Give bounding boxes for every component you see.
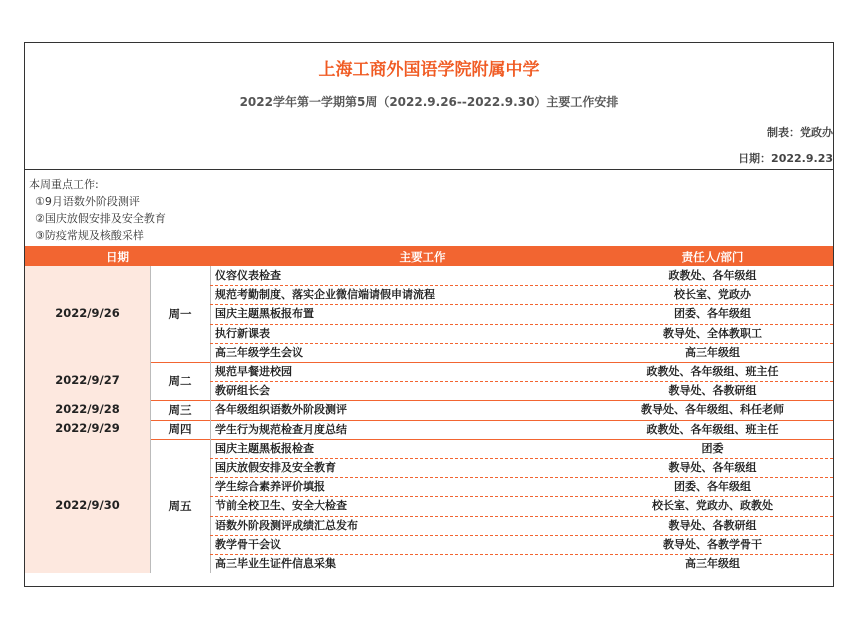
cell-divider (150, 439, 151, 573)
task-text: 国庆放假安排及安全教育 (215, 461, 336, 474)
task-text: 高三年级学生会议 (215, 345, 303, 359)
day-weekday: 周一 (168, 307, 192, 321)
owner-text: 校长室、党政办、政教处 (652, 499, 773, 513)
date-label: 日期：2022.9.23 (738, 152, 833, 165)
column-header-owner: 责任人/部门 (681, 250, 744, 264)
header-divider (25, 169, 833, 170)
owner-text: 团委 (701, 441, 724, 455)
owner-text: 校长室、党政办 (674, 288, 751, 302)
day-date: 2022/9/30 (55, 498, 120, 512)
owner-text: 政教处、各年级组、班主任 (646, 422, 779, 436)
cell-divider (150, 420, 151, 439)
table-header (25, 246, 833, 266)
cell-divider (150, 362, 151, 400)
day-date: 2022/9/26 (55, 306, 120, 320)
task-text: 语数外阶段测评成绩汇总发布 (215, 518, 358, 532)
column-header-work: 主要工作 (399, 250, 446, 264)
cell-divider (210, 400, 211, 419)
day-weekday: 周三 (168, 403, 192, 417)
owner-text: 团委、各年级组 (674, 307, 751, 321)
task-text: 高三毕业生证件信息采集 (215, 557, 336, 570)
task-text: 学生综合素养评价填报 (215, 480, 325, 494)
owner-text: 政教处、各年级组 (668, 269, 757, 282)
focus-item: ①9月语数外阶段测评 (35, 195, 140, 208)
task-text: 节前全校卫生、安全大检查 (215, 499, 347, 513)
weekly-focus (29, 176, 166, 244)
schedule-sheet (24, 42, 834, 587)
day-date: 2022/9/28 (55, 402, 120, 416)
owner-text: 教导处、各教学骨干 (663, 537, 762, 551)
owner-text: 高三年级组 (685, 345, 740, 359)
task-text: 规范早餐进校园 (215, 365, 292, 378)
task-text: 国庆主题黑板报检查 (215, 441, 314, 455)
owner-text: 教导处、全体教职工 (663, 326, 762, 340)
day-date: 2022/9/27 (55, 373, 120, 388)
task-text: 学生行为规范检查月度总结 (215, 422, 347, 436)
owner-text: 高三年级组 (685, 557, 740, 570)
task-text: 教研组长会 (215, 384, 270, 398)
owner-text: 教导处、各年级组 (668, 461, 757, 474)
task-text: 规范考勤制度、落实企业微信端请假申请流程 (215, 288, 435, 302)
task-text: 国庆主题黑板报布置 (215, 307, 314, 321)
cell-divider (150, 266, 151, 362)
owner-text: 教导处、各教研组 (668, 384, 757, 398)
schedule-subtitle: 2022学年第一学期第5周（2022.9.26--2022.9.30）主要工作安排 (239, 95, 619, 109)
focus-item: ②国庆放假安排及安全教育 (35, 212, 166, 225)
maker-label: 制表：党政办 (767, 126, 833, 139)
day-weekday: 周五 (168, 499, 192, 513)
focus-heading: 本周重点工作: (29, 178, 99, 191)
owner-text: 教导处、各年级组、科任老师 (641, 403, 784, 417)
owner-text: 政教处、各年级组、班主任 (646, 365, 779, 378)
day-weekday: 周四 (168, 422, 192, 437)
school-title: 上海工商外国语学院附属中学 (318, 60, 540, 80)
day-date: 2022/9/29 (55, 421, 120, 436)
cell-divider (210, 420, 211, 439)
focus-item: ③防疫常规及核酸采样 (35, 229, 144, 242)
owner-text: 团委、各年级组 (674, 480, 751, 494)
task-text: 各年级组织语数外阶段测评 (215, 403, 347, 417)
task-text: 执行新课表 (215, 326, 270, 340)
task-text: 教学骨干会议 (215, 537, 281, 551)
task-text: 仪容仪表检查 (215, 269, 281, 282)
day-weekday: 周二 (168, 374, 192, 389)
owner-text: 教导处、各教研组 (668, 518, 757, 532)
cell-divider (210, 266, 211, 362)
cell-divider (150, 400, 151, 419)
column-header-date: 日期 (106, 250, 129, 264)
